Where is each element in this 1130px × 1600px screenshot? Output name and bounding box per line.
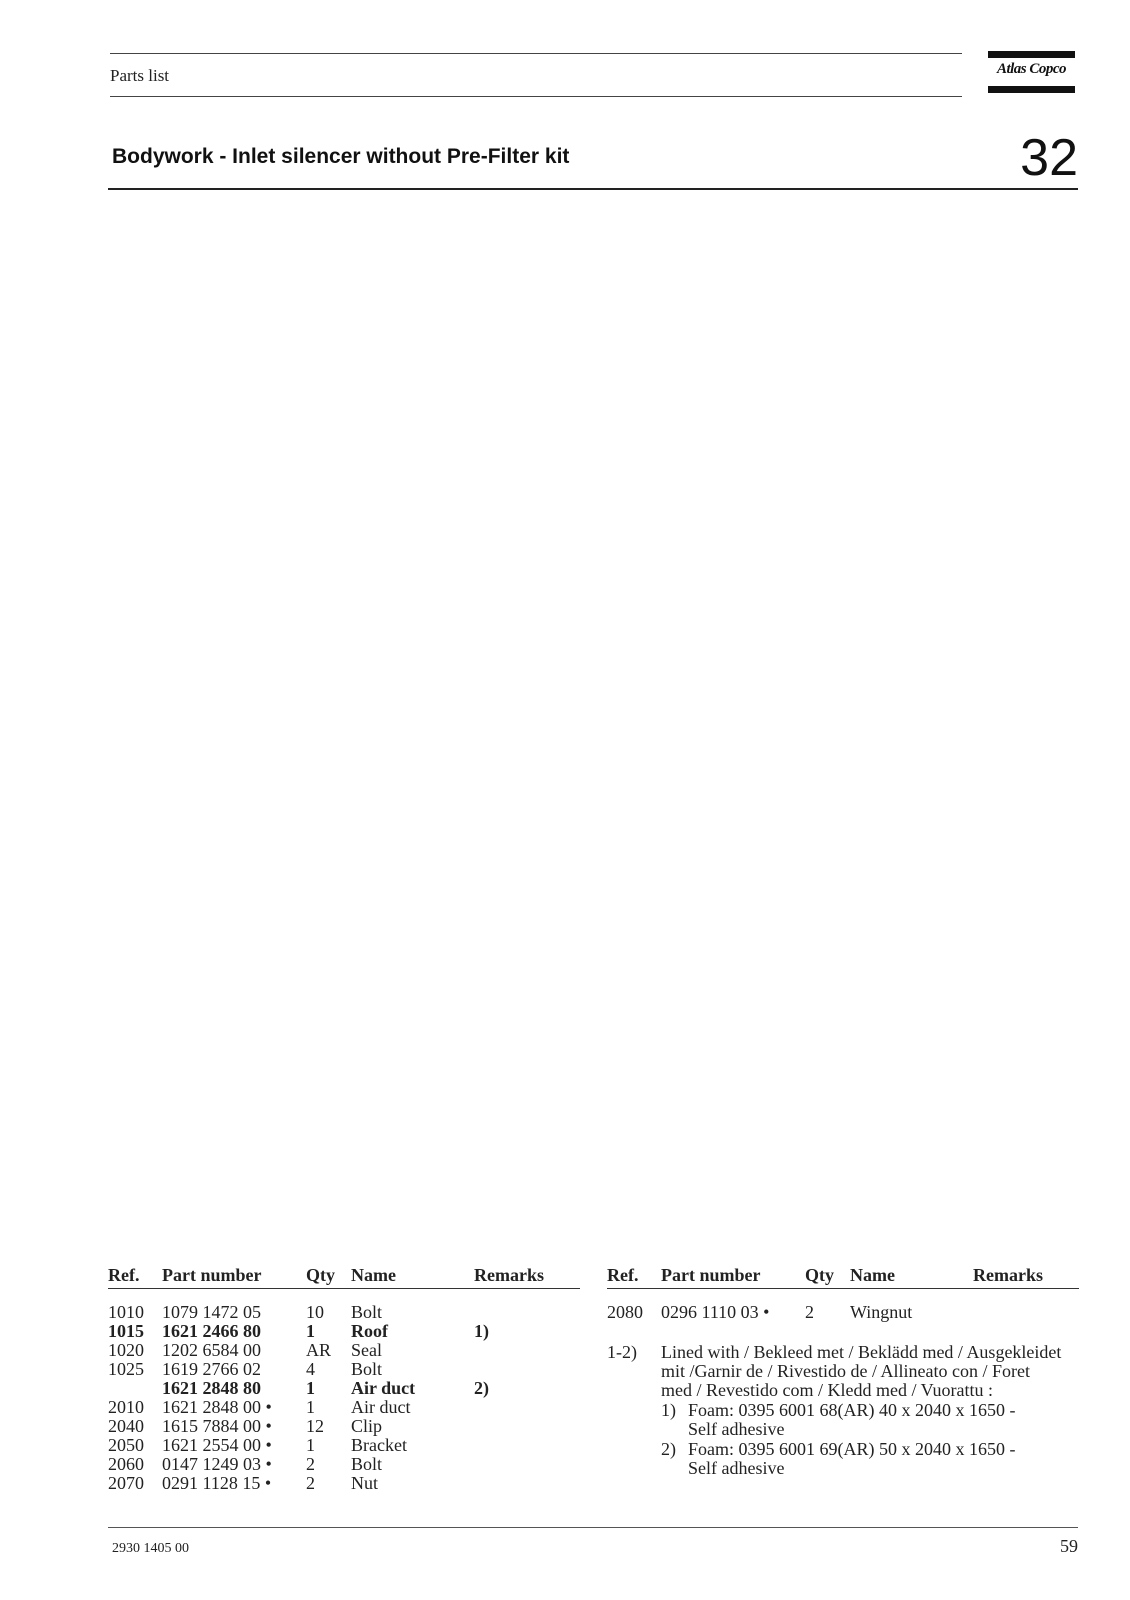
header-underline [108,1288,580,1289]
header-top-rule [110,53,962,54]
row-ref: 2040 [108,1416,144,1436]
table-row [108,1322,580,1341]
notes-ref: 1-2) [607,1342,637,1362]
note-item-text: Self adhesive [688,1419,785,1439]
notes-line: mit /Garnir de / Rivestido de / Allineato con / Foret [661,1361,1030,1381]
page-title: Bodywork - Inlet silencer without Pre-Filter kit [112,145,570,168]
row-name: Bolt [351,1454,383,1474]
row-qty: 2 [306,1454,315,1474]
parts-table-right [607,1266,1079,1326]
note-item-number: 2) [661,1439,676,1459]
table-row [108,1379,580,1398]
notes-line: med / Revestido com / Kledd med / Vuorattu : [661,1380,994,1400]
col-header-qty: Qty [805,1265,834,1285]
title-rule [108,188,1078,190]
note-item-number: 1) [661,1400,676,1420]
table-row [607,1303,1079,1322]
footer-rule [108,1527,1078,1528]
row-name: Bracket [351,1435,407,1455]
document-number: 2930 1405 00 [112,1541,189,1556]
row-ref: 1020 [108,1340,144,1360]
row-part-number: 1615 7884 00 • [162,1416,272,1436]
atlas-copco-logo [988,51,1075,93]
note-item-text: Self adhesive [688,1458,785,1478]
row-qty: 2 [805,1302,814,1322]
chapter-number: 32 [1020,129,1078,187]
row-qty: AR [306,1340,332,1360]
table-row [108,1474,580,1493]
row-name: Wingnut [850,1302,913,1322]
row-name: Clip [351,1416,383,1436]
row-qty: 1 [306,1435,315,1455]
row-ref: 2070 [108,1473,144,1493]
row-ref: 2010 [108,1397,144,1417]
table-row [108,1436,580,1455]
header-bottom-rule [110,96,962,97]
row-part-number: 1621 2466 80 [162,1321,261,1341]
page-number: 59 [1060,1536,1078,1556]
row-name: Bolt [351,1359,383,1379]
col-header-name: Name [850,1265,895,1285]
row-name: Seal [351,1340,382,1360]
row-ref: 2060 [108,1454,144,1474]
row-part-number: 0147 1249 03 • [162,1454,272,1474]
row-part-number: 1619 2766 02 [162,1359,261,1379]
row-name: Air duct [351,1378,416,1398]
table-row [108,1417,580,1436]
row-ref: 1010 [108,1302,144,1322]
row-part-number: 1621 2848 00 • [162,1397,272,1417]
row-part-number: 0291 1128 15 • [162,1473,272,1493]
table-row [108,1303,580,1322]
row-qty: 12 [306,1416,324,1436]
table-row [108,1360,580,1379]
row-remarks: 2) [474,1378,489,1398]
table-row [108,1398,580,1417]
row-qty: 2 [306,1473,315,1493]
note-item-text: Foam: 0395 6001 68(AR) 40 x 2040 x 1650 - [688,1400,1016,1420]
table-row [108,1455,580,1474]
remarks-notes [607,1343,1079,1483]
header-label: Parts list [110,66,170,85]
row-qty: 1 [306,1321,315,1341]
row-part-number: 1202 6584 00 [162,1340,261,1360]
row-ref: 1015 [108,1321,144,1341]
col-header-remarks: Remarks [474,1265,544,1285]
notes-line: Lined with / Bekleed met / Beklädd med / Ausgekleidet [661,1342,1062,1362]
row-part-number: 0296 1110 03 • [661,1302,770,1322]
row-name: Nut [351,1473,378,1493]
table-row [108,1341,580,1360]
note-item-text: Foam: 0395 6001 69(AR) 50 x 2040 x 1650 - [688,1439,1016,1459]
col-header-qty: Qty [306,1265,335,1285]
col-header-part-number: Part number [661,1265,761,1285]
row-name: Roof [351,1321,388,1341]
row-ref: 1025 [108,1359,144,1379]
parts-table-left [108,1266,580,1496]
row-qty: 1 [306,1397,315,1417]
row-qty: 10 [306,1302,324,1322]
header-underline [607,1288,1079,1289]
row-ref: 2080 [607,1302,643,1322]
row-part-number: 1621 2554 00 • [162,1435,272,1455]
logo-text: Atlas Copco [996,61,1067,77]
col-header-remarks: Remarks [973,1265,1043,1285]
col-header-ref: Ref. [607,1265,639,1285]
col-header-ref: Ref. [108,1265,140,1285]
row-name: Bolt [351,1302,383,1322]
row-part-number: 1621 2848 80 [162,1378,261,1398]
row-part-number: 1079 1472 05 [162,1302,261,1322]
row-qty: 4 [306,1359,315,1379]
row-name: Air duct [351,1397,411,1417]
row-remarks: 1) [474,1321,489,1341]
row-ref: 2050 [108,1435,144,1455]
row-qty: 1 [306,1378,315,1398]
col-header-part-number: Part number [162,1265,262,1285]
col-header-name: Name [351,1265,396,1285]
